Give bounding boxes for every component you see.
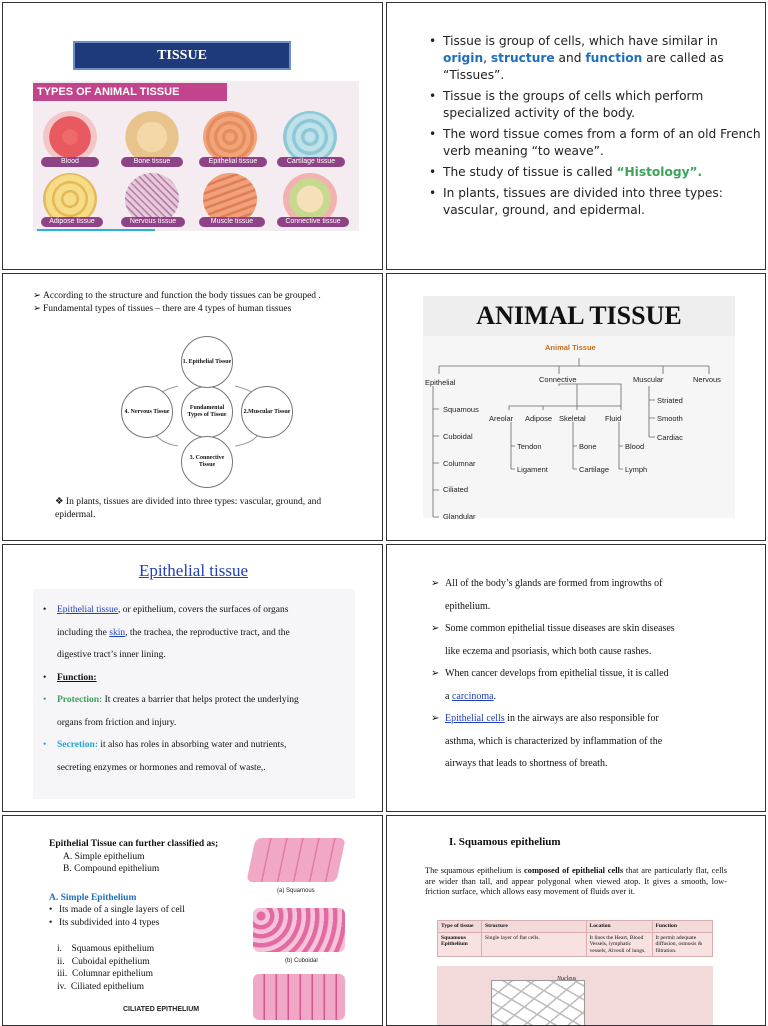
protection-bullet: • Protection: It creates a barrier that helps protect the underlying [43,689,343,712]
arrow-item: ➢ According to the structure and function the body tissues can be grouped . [33,290,353,303]
bullet-definition: • Tissue is group of cells, which have similar in origin, structure and function are called as “Tissues”. [427,33,762,84]
carcinoma-link[interactable]: carcinoma [451,690,494,702]
fluid-child: Lymph [625,465,648,474]
simple-epithelium-heading: A. Simple Epithelium [49,892,137,903]
types-header: TYPES OF ANIMAL TISSUE [33,83,227,101]
center-node: Fundamental Types of Tissue [181,386,233,438]
epithelial-item: Cuboidal [443,432,473,441]
table-header: Type of tissue Structure Location Function [438,921,713,933]
epithelial-item: Glandular [443,512,476,521]
connective-item: Areolar [489,414,514,423]
plants-note: ❖ In plants, tissues are divided into three types: vascular, ground, and epidermal. [55,497,322,520]
bullet-specialized: • Tissue is the groups of cells which perform specialized activity of the body. [427,88,762,122]
definition-bullet: • Epithelial tissue, or epithelium, covers the surfaces of organs [43,599,343,622]
bone-child: Bone [579,442,597,451]
table-row: Squamous Epithelium Single layer of flat cells. It lines the Heart, Blood Vessels, lymphatic vessels, Alveoli of lungs. It permit adequate diffusion, osmosis & filtration. [438,932,713,957]
slide-heading: I. Squamous epithelium [449,836,561,848]
slide-classification [2,815,383,1026]
classification-text: Epithelial Tissue can further classified as; A. Simple epithelium B. Compound epithelium A. Simple Epithelium • Its made of a single layers of cell • Its subdivided into 4 types i. Squamous epithelium ii. Cuboidal epithelium iii. Columnar epithelium iv. Ciliated epithelium [49,838,249,993]
slide-epithelial-tissue [2,544,383,812]
muscular-item: Cardiac [657,433,683,442]
tissue-label: Blood [41,157,99,167]
nervous-node: 4. Nervous Tissue [121,386,173,438]
ciliated-caption: CILIATED EPITHELIUM [123,1006,200,1013]
squamous-illustration [246,838,345,882]
secretion-bullet: • Secretion: it also has roles in absorbing water and nutrients, [43,734,343,757]
definition-list [427,33,762,223]
arrow-item: ➢ When cancer develops from epithelial tissue, it is called [431,663,751,686]
slide-squamous-epithelium [386,815,766,1026]
slide-animal-tissue-tree [386,273,766,541]
accent-bar [37,229,155,231]
muscular-branch: Muscular [633,375,664,384]
columnar-illustration [253,974,345,1020]
origin-keyword: origin [443,51,484,65]
histology-keyword: “Histology”. [616,165,703,179]
facts-list: ➢ All of the body’s glands are formed from ingrowths of epithelium. ➢ Some common epithelial tissue diseases are skin diseases like eczema and psoriasis, which both cause rashes. ➢ When cancer develops from epithelial tissue, it is called a carcinoma. ➢ Epithelial cells in the airways are also responsible for asthma, which is characterized by inflammation of the airways that leads to shortness of breath. [431,573,751,776]
muscular-item: Smooth [657,414,683,423]
function-keyword: function [585,51,643,65]
arrow-item: ➢ Some common epithelial tissue diseases are skin diseases [431,618,751,641]
nucleus-label: Nucleus [557,976,577,982]
epithelial-cells-link[interactable]: Epithelial cells [445,713,505,724]
epithelial-tissue-link[interactable]: Epithelial tissue [57,605,118,615]
squamous-table [437,920,713,957]
connective-node: 3. Connective Tissue [181,436,233,488]
tissue-banner: TISSUE [73,41,291,70]
epithelial-list: • Epithelial tissue, or epithelium, covers the surfaces of organs including the skin, the trachea, the reproductive tract, and the digestive tract’s inner lining. • Function: • Protection: It creates a barrier that helps protect the underlying organs from friction and injury. • Secretion: it also has roles in absorbing water and nutrients, secreting enzymes or hormones and removal of waste,. [43,599,343,779]
cuboidal-illustration [253,908,345,952]
muscular-node: 2.Muscular Tissue [241,386,293,438]
blood-image [43,111,97,163]
types-panel [33,81,359,231]
arrow-item: ➢ Epithelial cells in the airways are also responsible for [431,708,751,731]
skeletal-child: Tendon [517,442,542,451]
root-node: Animal Tissue [545,343,596,352]
epithelial-item: Squamous [443,405,479,414]
skin-link[interactable]: skin [109,627,126,638]
tissue-label: Muscle tissue [199,217,265,227]
bullet-etymology: • The word tissue comes from a form of an old French verb meaning “to weave”. [427,126,762,160]
slide-epithelial-facts [386,544,766,812]
slide-tissue-types [2,2,383,270]
structure-keyword: structure [490,51,555,65]
tissue-label: Cartilage tissue [277,157,345,167]
skeletal-child: Ligament [517,465,548,474]
function-bullet: • Function: [43,667,343,690]
bone-image [125,111,179,163]
slide-title: ANIMAL TISSUE [476,301,682,330]
tissue-label: Connective tissue [277,217,349,227]
epithelial-node: 1. Epithelial Tissue [181,336,233,388]
arrow-item: ➢ All of the body’s glands are formed from ingrowths of [431,573,751,596]
connective-item: Fluid [605,414,622,423]
description-paragraph: The squamous epithelium is composed of epithelial cells that are particularly flat, cells are wider than tall, and appear polygonal when viewed atop. It gives a smooth, low-friction surface, which allows easy movement of fluids over it. [425,866,727,896]
tissue-label: Adipose tissue [41,217,103,227]
tissue-label: Nervous tissue [121,217,185,227]
nervous-branch: Nervous [693,375,721,384]
connective-item: Adipose [525,414,553,423]
bone-child: Cartilage [579,465,610,474]
epithelial-branch: Epithelial [425,378,456,387]
connective-item: Skeletal [559,414,586,423]
classification-heading: Epithelial Tissue can further classified as; [49,839,219,849]
squamous-image-panel [437,966,713,1026]
squamous-cells-sketch [491,980,585,1026]
tissue-label: Bone tissue [121,157,183,167]
bullet-histology: • The study of tissue is called “Histology”. [427,164,762,181]
epithelial-image [203,111,257,163]
slide-tissue-definition [386,2,766,270]
connective-branch: Connective [539,375,577,384]
muscular-item: Striated [657,396,683,405]
arrow-item: ➢ Fundamental types of tissues – there are 4 types of human tissues [33,303,353,316]
epithelial-item: Columnar [443,459,476,468]
tissue-label: Epithelial tissue [199,157,267,167]
epithelial-item: Ciliated [443,485,469,494]
bullet-plants: • In plants, tissues are divided into three types: vascular, ground, and epidermal. [427,185,762,219]
cartilage-image [283,111,337,163]
cuboidal-caption: (b) Cuboidal [285,958,318,964]
squamous-caption: (a) Squamous [277,888,315,894]
slide-fundamental-types [2,273,383,541]
fluid-child: Blood [625,442,645,451]
slide-title: Epithelial tissue [138,561,249,580]
